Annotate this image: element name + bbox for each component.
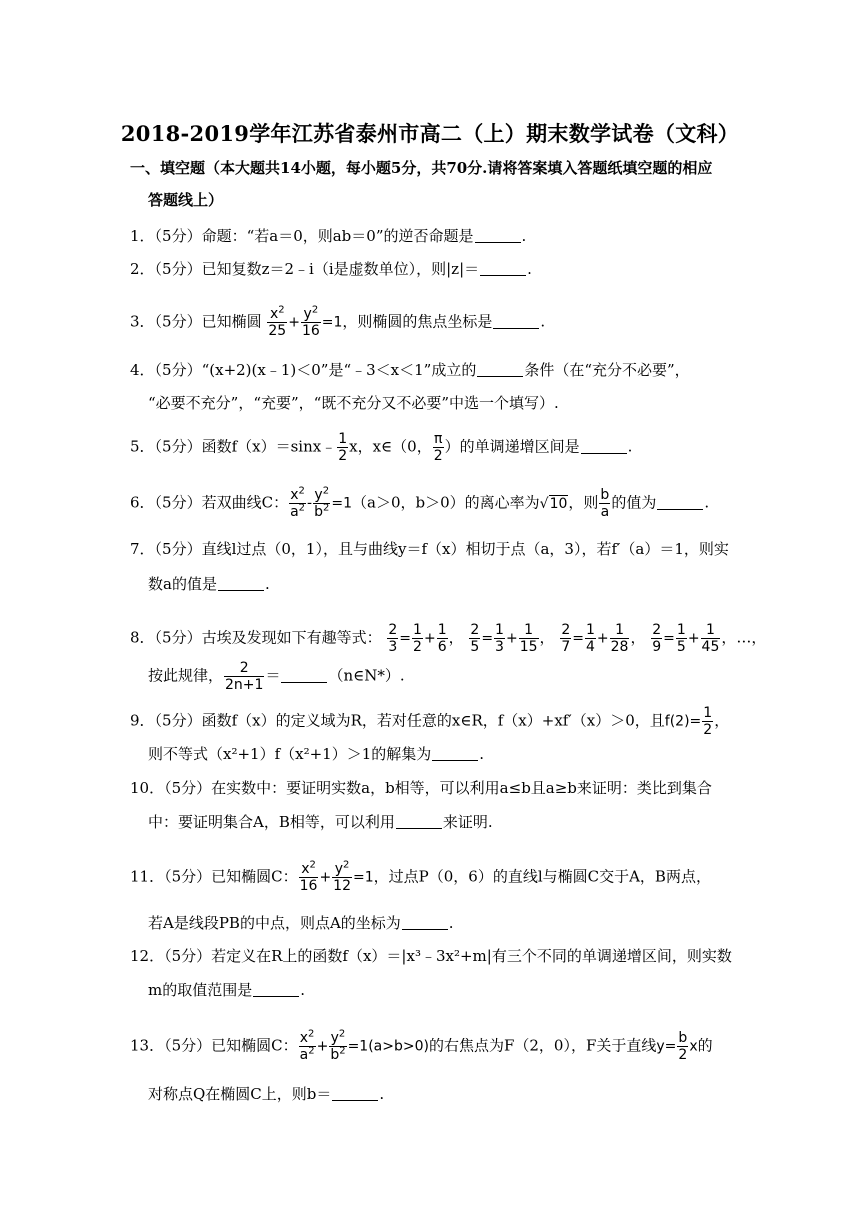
fraction: $\frac{y^2}{b^2}$ <box>314 485 330 520</box>
question-11-line2: 若A是线段PB的中点，则点A的坐标为 . <box>148 914 454 932</box>
question-1: 1．（5分）命题：“若a＝0，则ab＝0”的逆否命题是 . <box>130 227 527 245</box>
answer-blank <box>253 982 299 997</box>
answer-blank <box>657 495 703 510</box>
question-10-line2: 中：要证明集合A，B相等，可以利用 来证明. <box>148 813 493 831</box>
answer-blank <box>477 362 523 377</box>
question-10-line1: 10．（5分）在实数中：要证明实数a，b相等，可以利用a≤b且a≥b来证明：类比到集合 <box>130 779 712 797</box>
answer-blank <box>475 228 521 243</box>
answer-blank <box>402 915 448 930</box>
fraction: $\frac{x^2}{a^2}$ <box>290 485 306 520</box>
fraction: $\frac{b}{a}$ <box>600 487 610 520</box>
answer-blank <box>581 439 627 454</box>
answer-blank <box>281 668 327 683</box>
sqrt-10: √10 <box>539 495 568 512</box>
section-heading-line1: 一、填空题（本大题共14小题，每小题5分，共70分.请将答案填入答题纸填空题的相应 <box>130 159 713 177</box>
question-12-line2: m的取值范围是 . <box>148 981 306 999</box>
question-12-line1: 12．（5分）若定义在R上的函数f（x）＝|x³﹣3x²+m|有三个不同的单调递增区间，则实数 <box>130 947 732 965</box>
question-13-line1: 13．（5分）已知椭圆C： $\frac{x^2}{a^2}$ + $\frac{y^2}{b^2}$ =1(a>b>0)的右焦点为F（2，0），F关于直线y= $\frac{b}{2}$ x的 <box>130 1028 713 1063</box>
answer-blank <box>218 576 264 591</box>
question-8-line1: 8．（5分）古埃及发现如下有趣等式： $\frac{2}{3}$ = $\frac{1}{2}$ + $\frac{1}{6}$ ， $\frac{2}{5}$ = $\frac{1}{3}$ + $\frac{1}{15}$ ， $\frac{2}{7}$ = $\frac{1}{4}$ + $\frac{1}{28}$ ， $\frac{2}{9}$ = $\frac{1}{5}$ + $\frac{1}{45}$ ，…， <box>130 622 767 655</box>
answer-blank <box>480 261 526 276</box>
answer-blank <box>396 814 442 829</box>
question-5: 5．（5分）函数f（x）＝sinx﹣ $\frac{1}{2}$ x，x∈（0， $\frac{\pi}{2}$ ）的单调递增区间是 . <box>130 431 633 464</box>
page-title: 2018-2019学年江苏省泰州市高二（上）期末数学试卷（文科） <box>120 121 740 146</box>
question-11-line1: 11．（5分）已知椭圆C： $\frac{x^2}{16}$ + $\frac{y^2}{12}$ =1，过点P（0，6）的直线l与椭圆C交于A，B两点， <box>130 859 711 894</box>
answer-blank <box>432 746 478 761</box>
section-heading-line2: 答题线上） <box>148 191 224 209</box>
fraction: $\frac{1}{2}$ <box>338 431 348 464</box>
question-8-line2: 按此规律， $\frac{2}{2n+1}$ ＝ （n∈N*）. <box>148 660 405 693</box>
question-9-line2: 则不等式（x²+1）f（x²+1）＞1的解集为 . <box>148 745 485 763</box>
question-3: 3．（5分）已知椭圆 $\frac{x^2}{25}$ + $\frac{y^2}{16}$ =1，则椭圆的焦点坐标是 . <box>130 304 546 339</box>
answer-blank <box>493 314 539 329</box>
question-7-line2: 数a的值是 . <box>148 575 270 593</box>
question-4-line1: 4．（5分）“(x+2)(x﹣1)＜0”是“﹣3＜x＜1”成立的 条件（在“充分不必要”， <box>130 361 690 379</box>
question-4-line2: “必要不充分”，“充要”，“既不充分又不必要”中选一个填写）. <box>148 394 559 412</box>
question-13-line2: 对称点Q在椭圆C上，则b＝ . <box>148 1085 385 1103</box>
question-6: 6．（5分）若双曲线C： $\frac{x^2}{a^2}$ - $\frac{y^2}{b^2}$ =1（a＞0，b＞0）的离心率为√10，则 $\frac{b}{a}$ 的值为 . <box>130 485 710 520</box>
fraction: $\frac{x^2}{25}$ <box>268 304 287 339</box>
answer-blank <box>332 1086 378 1101</box>
question-9-line1: 9．（5分）函数f（x）的定义域为R，若对任意的x∈R，f（x）+xf′（x）＞0，且f(2)= $\frac{1}{2}$ ， <box>130 705 730 738</box>
fraction: $\frac{\pi}{2}$ <box>433 431 443 464</box>
fraction: $\frac{y^2}{16}$ <box>301 304 320 339</box>
question-7-line1: 7．（5分）直线l过点（0，1），且与曲线y＝f（x）相切于点（a，3），若f′（a）＝1，则实 <box>130 540 729 558</box>
question-2: 2．（5分）已知复数z＝2﹣i（i是虚数单位），则|z|＝ . <box>130 260 532 278</box>
